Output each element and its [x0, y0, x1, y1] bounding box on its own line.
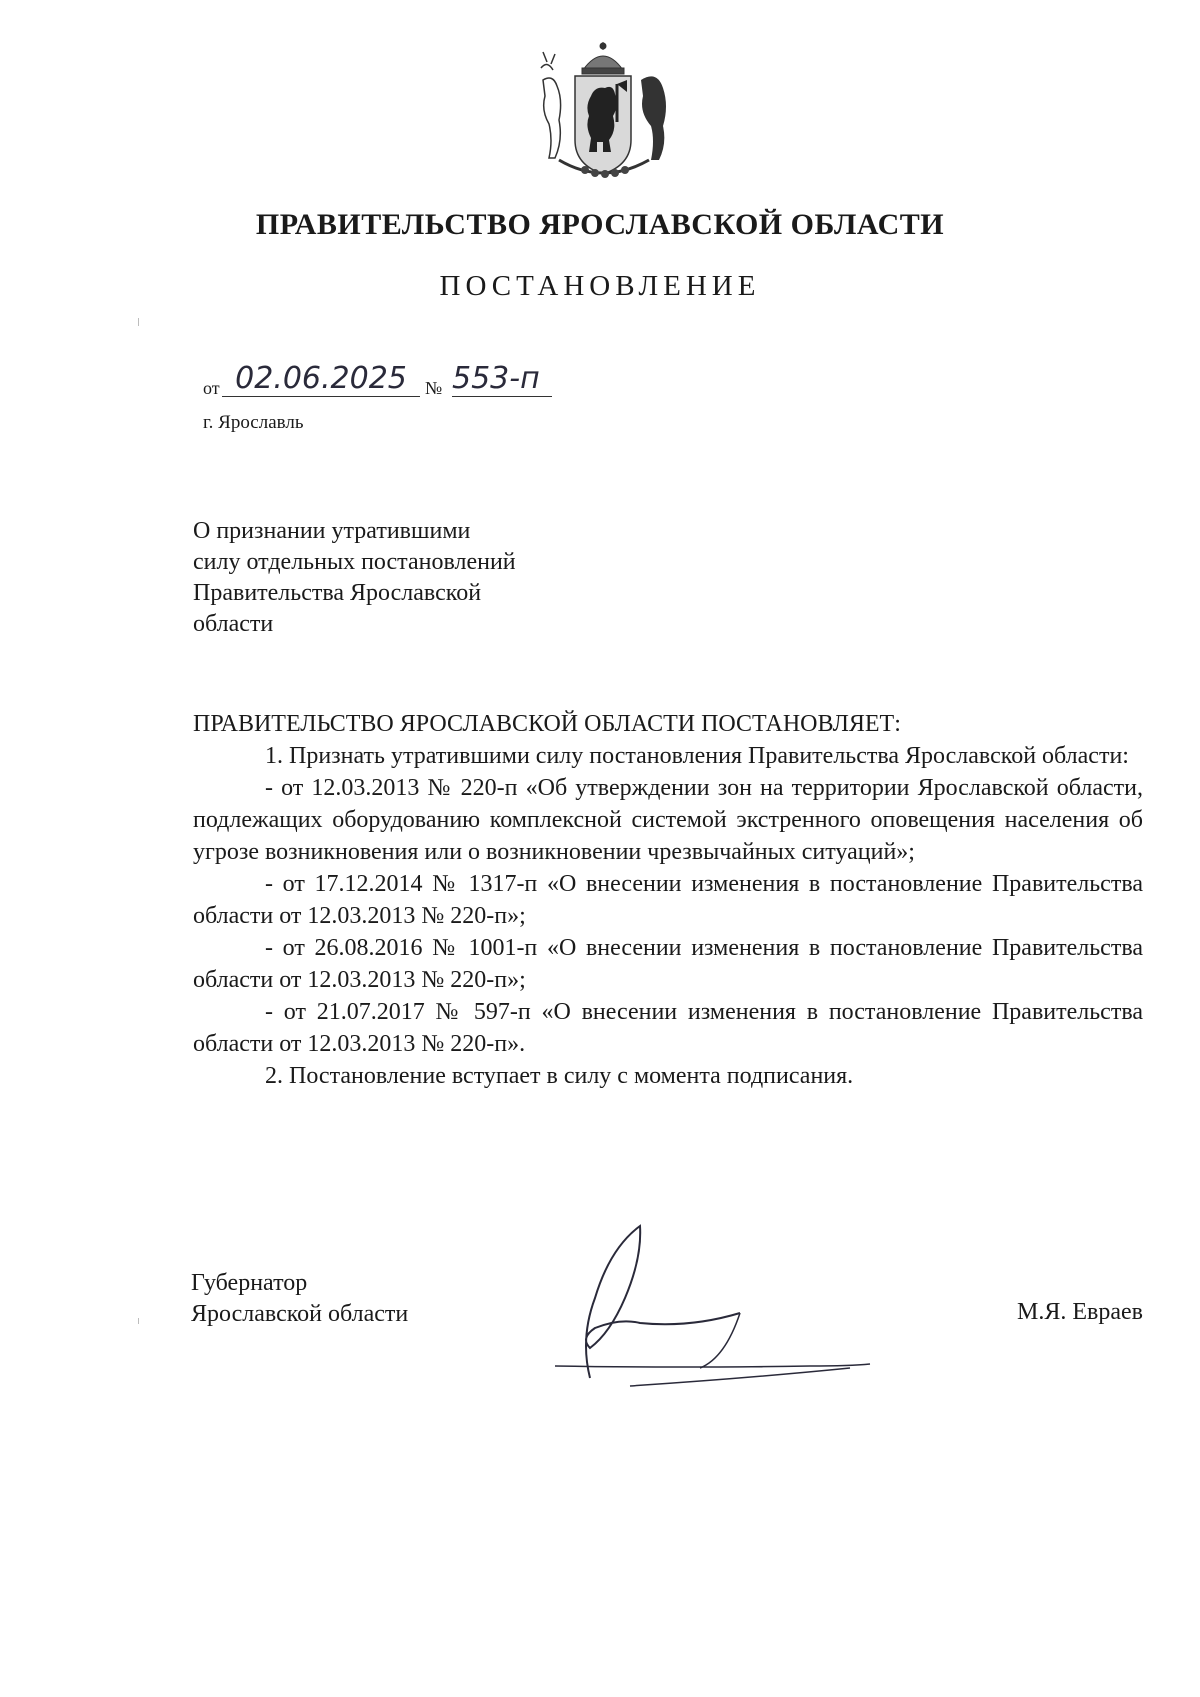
scan-artifact — [138, 1318, 139, 1324]
organization-title: ПРАВИТЕЛЬСТВО ЯРОСЛАВСКОЙ ОБЛАСТИ — [255, 208, 945, 241]
signatory-title — [191, 1268, 408, 1330]
subject-line: Правительства Ярославской — [193, 580, 482, 606]
resolution-intro: ПРАВИТЕЛЬСТВО ЯРОСЛАВСКОЙ ОБЛАСТИ ПОСТАНОВЛЯЕТ: — [193, 711, 901, 737]
resolution-item-1: 1. Признать утратившими силу постановления Правительства Ярославской области: — [265, 743, 1129, 769]
signatory-title-line: Ярославской области — [191, 1301, 409, 1327]
document-subject — [193, 516, 516, 640]
repealed-act-item: - от 17.12.2014 № 1317-п «О внесении изменения в постановление Правительства области от 12.03.2013 № 220-п»; — [193, 871, 1143, 929]
repealed-act-item: - от 26.08.2016 № 1001-п «О внесении изменения в постановление Правительства области от 12.03.2013 № 220-п»; — [193, 935, 1143, 993]
subject-line: О признании утратившими — [193, 518, 471, 544]
repealed-act-item: - от 21.07.2017 № 597-п «О внесении изменения в постановление Правительства области от 12.03.2013 № 220-п». — [193, 999, 1143, 1057]
handwritten-signature — [550, 1218, 900, 1388]
signatory-name: М.Я. Евраев — [1017, 1299, 1143, 1325]
coat-of-arms-emblem — [533, 40, 673, 182]
document-body — [193, 708, 1143, 1092]
scan-artifact — [138, 318, 139, 326]
signatory-title-line: Губернатор — [191, 1270, 308, 1296]
date-label: от — [203, 378, 220, 398]
resolution-item-2: 2. Постановление вступает в силу с момента подписания. — [265, 1063, 854, 1089]
number-label: № — [425, 378, 443, 398]
document-type: ПОСТАНОВЛЕНИЕ — [439, 270, 761, 302]
document-date: 02.06.2025 — [222, 362, 420, 397]
document-number: 553-п — [452, 362, 552, 397]
subject-line: силу отдельных постановлений — [193, 549, 516, 575]
repealed-act-item: - от 12.03.2013 № 220-п «Об утверждении зон на территории Ярославской области, подлежащих оборудованию комплексной системой экстренного оповещения населения об угрозе возникновения или о возникновении чрезвычайных ситуаций»; — [193, 775, 1143, 865]
issue-city: г. Ярославль — [203, 412, 304, 433]
subject-line: области — [193, 611, 274, 637]
